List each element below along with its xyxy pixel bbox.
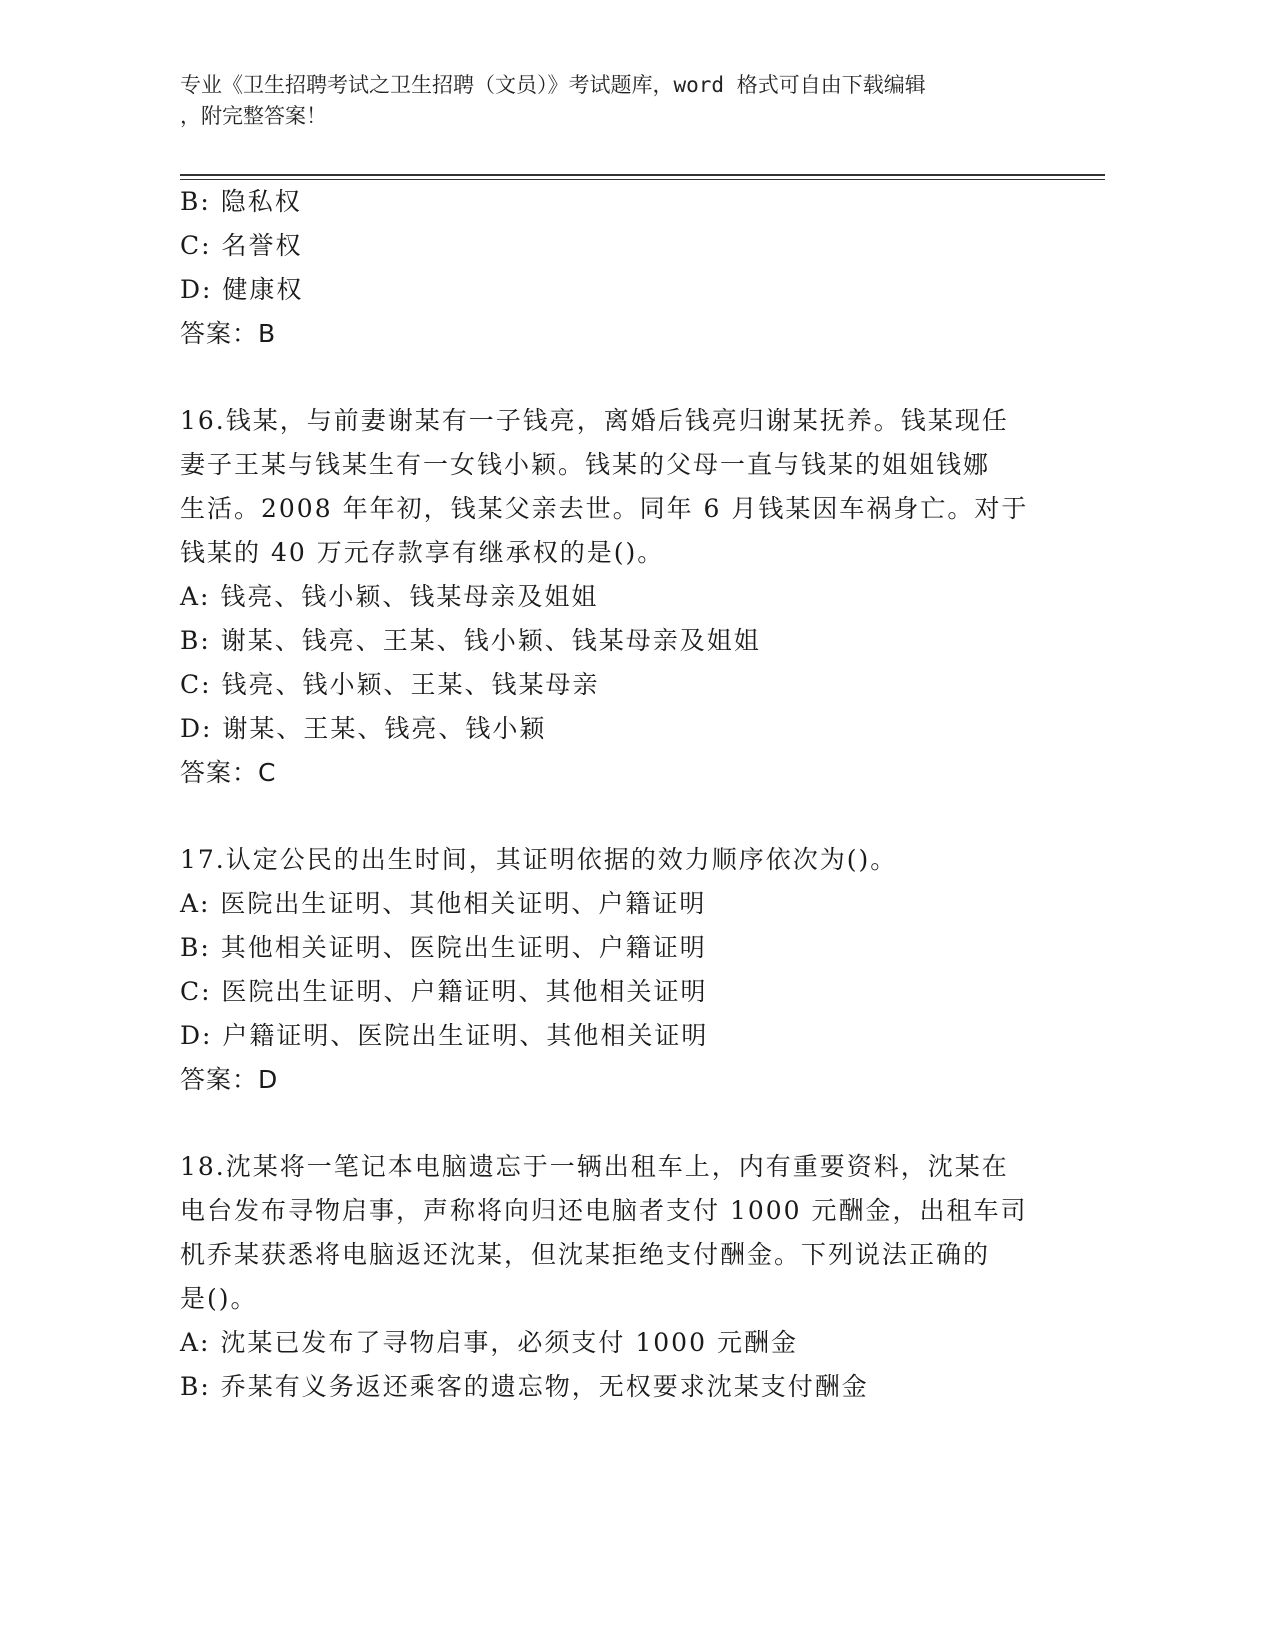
spacer — [180, 795, 1040, 838]
header-line-2: ，附完整答案！ — [180, 104, 327, 128]
question-15-tail — [180, 180, 1040, 356]
document-body — [180, 180, 1040, 1409]
option-b: B: 谢某、钱亮、王某、钱小颖、钱某母亲及姐姐 — [180, 626, 761, 655]
answer-line: 答案：B — [180, 319, 277, 348]
option-c: C: 名誉权 — [180, 231, 303, 260]
question-stem-line: 妻子王某与钱某生有一女钱小颖。钱某的父母一直与钱某的姐姐钱娜 — [180, 450, 991, 479]
option-c: C: 钱亮、钱小颖、王某、钱某母亲 — [180, 670, 600, 699]
question-stem-line: 机乔某获悉将电脑返还沈某，但沈某拒绝支付酬金。下列说法正确的 — [180, 1240, 991, 1269]
option-d: D: 谢某、王某、钱亮、钱小颖 — [180, 714, 547, 743]
question-stem-line: 17.认定公民的出生时间，其证明依据的效力顺序依次为()。 — [180, 845, 898, 874]
option-a: A: 沈某已发布了寻物启事，必须支付 1000 元酬金 — [180, 1328, 798, 1357]
divider-thick-line — [180, 174, 1105, 176]
header-line-1: 专业《卫生招聘考试之卫生招聘（文员）》考试题库，word 格式可自由下载编辑 — [180, 73, 926, 97]
question-stem-line: 钱某的 40 万元存款享有继承权的是()。 — [180, 538, 665, 567]
option-d: D: 户籍证明、医院出生证明、其他相关证明 — [180, 1021, 709, 1050]
option-b: B: 其他相关证明、医院出生证明、户籍证明 — [180, 933, 707, 962]
option-a: A: 钱亮、钱小颖、钱某母亲及姐姐 — [180, 582, 599, 611]
question-stem-line: 电台发布寻物启事，声称将向归还电脑者支付 1000 元酬金，出租车司 — [180, 1196, 1028, 1225]
spacer — [180, 356, 1040, 399]
option-b: B: 乔某有义务返还乘客的遗忘物，无权要求沈某支付酬金 — [180, 1372, 869, 1401]
page-header — [180, 70, 1040, 132]
question-stem-line: 是()。 — [180, 1284, 258, 1313]
option-b: B: 隐私权 — [180, 187, 302, 216]
question-17 — [180, 838, 1040, 1102]
option-c: C: 医院出生证明、户籍证明、其他相关证明 — [180, 977, 708, 1006]
question-stem-line: 16.钱某，与前妻谢某有一子钱亮，离婚后钱亮归谢某抚养。钱某现任 — [180, 406, 1009, 435]
option-d: D: 健康权 — [180, 275, 304, 304]
question-stem-line: 18.沈某将一笔记本电脑遗忘于一辆出租车上，内有重要资料，沈某在 — [180, 1152, 1009, 1181]
answer-line: 答案：C — [180, 758, 277, 787]
question-stem-line: 生活。2008 年年初，钱某父亲去世。同年 6 月钱某因车祸身亡。对于 — [180, 494, 1029, 523]
question-18 — [180, 1145, 1040, 1409]
option-a: A: 医院出生证明、其他相关证明、户籍证明 — [180, 889, 707, 918]
spacer — [180, 1102, 1040, 1145]
answer-line: 答案：D — [180, 1065, 279, 1094]
question-16 — [180, 399, 1040, 795]
